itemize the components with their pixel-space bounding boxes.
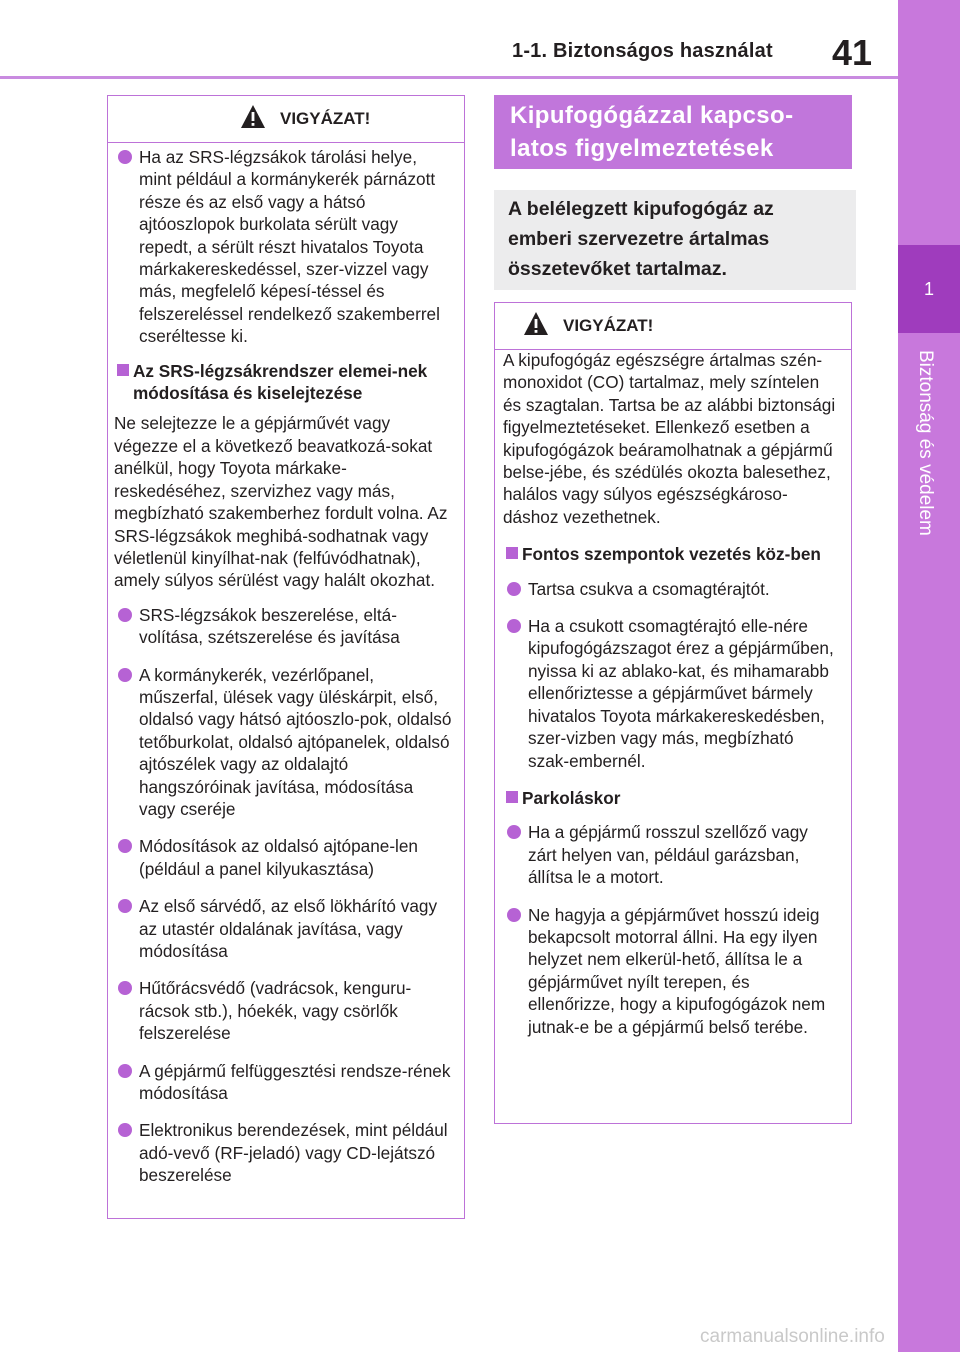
bullet-dot-icon (118, 839, 132, 853)
list-item: A kormánykerék, vezérlőpanel, műszerfal, ülések vagy üléskárpit, első, oldalsó vagy hátsó ajtóoszlo-pok, oldalsó tetőburkolat, oldalsó ajtópanelek, oldalsó ajtószélek vagy az oldalajtó hangszóróinak javítása, módosítása vagy cseréje (114, 664, 452, 821)
bullet-dot-icon (507, 582, 521, 596)
list-item: A gépjármű felfüggesztési rendsze-rének módosítása (114, 1060, 452, 1105)
bullet-square-icon (506, 547, 518, 559)
list-item: Tartsa csukva a csomagtérajtót. (503, 578, 839, 600)
paragraph: Ne selejtezze le a gépjárművét vagy végezze el a következő beavatkozá-sokat anélkül, hogy Toyota márkake-reskedéséhez, szervizhez vagy más, megbízható szakemberhez fordult volna. Az SRS-légzsákok meghibá-sodhatnak vagy véletlenül kinyílhat-nak (felfúvódhatnak), amely súlyos sérülést vagy halált okozhat. (114, 413, 448, 591)
bullet-dot-icon (507, 825, 521, 839)
list-item: Ha a gépjármű rosszul szellőző vagy zárt helyen van, például garázsban, állítsa le a motort. (503, 821, 839, 888)
list-item: Elektronikus berendezések, mint például adó-vevő (RF-jeladó) vagy CD-lejátszó beszerelése (114, 1119, 452, 1186)
page-number: 41 (832, 32, 873, 73)
bullet-dot-icon (507, 908, 521, 922)
list-item: Módosítások az oldalsó ajtópane-len (például a panel kilyukasztása) (114, 835, 452, 880)
section-title: 1-1. Biztonságos használat (512, 40, 773, 62)
chapter-number: 1 (898, 245, 960, 333)
page-header (0, 0, 898, 80)
footer-watermark: carmanualsonline.info (700, 1326, 885, 1347)
bullet-dot-icon (118, 1123, 132, 1137)
bullet-dot-icon (507, 619, 521, 633)
exhaust-warning-box (494, 302, 852, 1124)
airbag-warning-box (107, 95, 465, 1219)
subheading: Az SRS-légzsákrendszer elemei-nek módosítása és kiselejtezése (114, 360, 452, 405)
paragraph: A kipufogógáz egészségre ártalmas szén-monoxidot (CO) tartalmaz, mely színtelen és szagtalan. Tartsa be az alábbi biztonsági figyelmeztetéseket. Ellenkező esetben a kipufogógázok beáramolhatnak a gépjármű belse-jébe, és szédülés okozta balesethez, halálos vagy súlyos egészségkároso-dáshoz vezethetnek. (503, 350, 836, 527)
bullet-dot-icon (118, 608, 132, 622)
list-item: SRS-légzsákok beszerelése, eltá-volítása, szétszerelése és javítása (114, 604, 452, 649)
subheading: Parkoláskor (503, 787, 839, 809)
bullet-dot-icon (118, 150, 132, 164)
list-item: Ne hagyja a gépjárművet hosszú ideig bekapcsolt motorral állni. Ha egy ilyen helyzet nem elkerül-hető, állítsa le a gépjárművet nyílt terepen, és ellenőrizze, hogy a kipufogógázok nem jutnak-e be a gépjármű belső terébe. (503, 904, 839, 1038)
intro-box: A belélegzett kipufogógáz az emberi szervezetre ártalmas összetevőket tartalmaz. (494, 190, 856, 290)
bullet-square-icon (506, 791, 518, 803)
bullet-dot-icon (118, 1064, 132, 1078)
chapter-label: Biztonság és védelem (915, 350, 936, 536)
bullet-dot-icon (118, 981, 132, 995)
section-heading: Kipufogógázzal kapcso-latos figyelmeztetések (494, 95, 852, 169)
subheading: Fontos szempontok vezetés köz-ben (503, 543, 839, 565)
warning-title: VIGYÁZAT! (563, 316, 654, 335)
chapter-side-tab (898, 0, 960, 1352)
bullet-square-icon (117, 364, 129, 376)
list-item: Hűtőrácsvédő (vadrácsok, kenguru-rácsok stb.), hóekék, vagy csörlők felszerelése (114, 977, 452, 1044)
list-item: Ha az SRS-légzsákok tárolási helye, mint például a kormánykerék párnázott része és az első vagy a hátsó ajtóoszlopok burkolata sérült vagy repedt, a sérült részt hivatalos Toyota márkakereskedéssel, szer-vizzel vagy más, megfelelő képesí-téssel és felszereléssel rendelkező szakemberrel cseréltesse ki. (114, 146, 452, 348)
header-divider (0, 76, 898, 79)
list-item: Ha a csukott csomagtérajtó elle-nére kipufogógázszagot érez a gépjárműben, nyissa ki az ablako-kat, és mihamarabb ellenőriztesse a gépjárművet bármely hivatalos Toyota márkakereskedésben, szer-vizben vagy más, megbízható szak-embernél. (503, 615, 839, 772)
list-item: Az első sárvédő, az első lökhárító vagy az utastér oldalának javítása, vagy módosítása (114, 895, 452, 962)
bullet-dot-icon (118, 668, 132, 682)
bullet-dot-icon (118, 899, 132, 913)
warning-title: VIGYÁZAT! (280, 109, 371, 128)
